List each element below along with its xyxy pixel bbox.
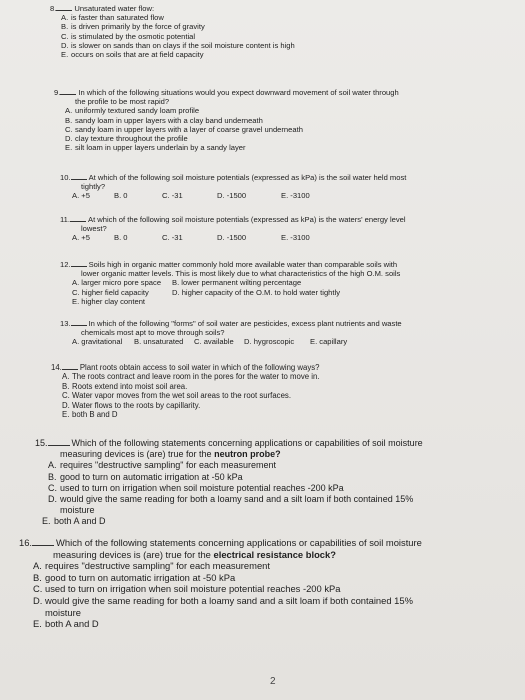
question-stem: At which of the following soil moisture potentials (expressed as kPa) is the waters' energy level <box>88 215 406 224</box>
option-b: B. Roots extend into moist soil area. <box>62 381 188 391</box>
question-stem-cont: chemicals most apt to move through soils? <box>81 328 225 338</box>
question-15 <box>35 436 423 528</box>
option-e: E. higher clay content <box>72 296 146 306</box>
question-10 <box>60 172 406 201</box>
option-c: C. used to turn on irrigation when soil moisture potential reaches -200 kPa <box>33 583 341 595</box>
option-e: E. both A and D <box>33 618 99 630</box>
option-d: D. would give the same reading for both a loamy sand and a silt loam if both contained 15% <box>33 594 413 606</box>
option-c: C. -31 <box>162 191 183 201</box>
option-c: C. is stimulated by the osmotic potential <box>61 31 196 41</box>
question-number: 15. <box>35 438 48 448</box>
option-b: B. good to turn on automatic irrigation at -50 kPa <box>48 471 243 482</box>
device-name: neutron probe? <box>214 449 281 460</box>
question-stem: At which of the following soil moisture potentials (expressed as kPa) is the soil water held most <box>88 173 407 182</box>
question-stem: Which of the following statements concerning applications or capabilities of soil moisture <box>56 537 422 548</box>
question-stem: Unsaturated water flow: <box>74 4 155 13</box>
option-e: E. -3100 <box>281 191 310 201</box>
question-stem-cont: lowest? <box>81 224 107 234</box>
option-c: C. Water vapor moves from the wet soil areas to the root surfaces. <box>62 391 291 401</box>
option-d: D. higher capacity of the O.M. to hold water tightly <box>172 287 340 297</box>
option-e: E. both A and D <box>42 516 106 527</box>
option-d: D. would give the same reading for both a loamy sand and a silt loam if both contained 15% <box>48 494 414 505</box>
option-d: D. Water flows to the roots by capillarity. <box>62 400 201 410</box>
option-d: D. -1500 <box>217 233 247 243</box>
question-number: 9. <box>54 88 61 97</box>
option-e: E. occurs on soils that are at field capacity <box>61 50 204 60</box>
options-row-1 <box>60 278 400 287</box>
question-number: 13. <box>60 319 71 328</box>
question-stem-cont: lower organic matter levels. This is most likely due to what characteristics of the high O.M. soils <box>81 269 401 279</box>
answer-blank[interactable] <box>60 87 76 95</box>
answer-blank[interactable] <box>62 362 78 370</box>
question-stem: In which of the following "forms" of soil water are pesticides, excess plant nutrients and waste <box>88 319 402 328</box>
option-a: A. larger micro pore space <box>72 278 162 288</box>
option-a: A. requires "destructive sampling" for each measurement <box>48 460 276 471</box>
option-d: D. is slower on sands than on clays if the soil moisture content is high <box>61 40 295 50</box>
answer-blank[interactable] <box>71 318 87 326</box>
device-name: electrical resistance block? <box>213 548 336 560</box>
question-stem-cont: the profile to be most rapid? <box>75 97 170 107</box>
question-16 <box>19 536 422 630</box>
question-number: 12. <box>60 260 71 269</box>
option-c: C. -31 <box>162 233 183 243</box>
question-12 <box>60 259 400 306</box>
option-a: A. +5 <box>72 233 90 243</box>
answer-blank[interactable] <box>48 436 70 446</box>
option-b: B. 0 <box>114 233 128 243</box>
option-d-cont: moisture <box>60 505 95 516</box>
option-b: B. lower permanent wilting percentage <box>172 278 302 288</box>
option-e: E. silt loam in upper layers underlain by a sandy layer <box>65 143 246 153</box>
question-14 <box>51 362 320 419</box>
answer-blank[interactable] <box>71 259 87 267</box>
question-13 <box>60 318 402 347</box>
option-d: D. hygroscopic <box>244 337 295 347</box>
page-number: 2 <box>270 676 276 687</box>
question-11 <box>60 214 406 243</box>
option-b: B. sandy loam in upper layers with a clay band underneath <box>65 115 263 125</box>
option-a: A. +5 <box>72 191 90 201</box>
question-stem: Soils high in organic matter commonly hold more available water than comparable soils with <box>88 260 398 269</box>
question-stem: Plant roots obtain access to soil water in which of the following ways? <box>79 363 320 372</box>
options-row <box>60 337 402 346</box>
option-d-cont: moisture <box>45 606 81 618</box>
option-d: D. clay texture throughout the profile <box>65 134 188 144</box>
option-a: A. gravitational <box>72 337 123 347</box>
option-e: E. capillary <box>310 337 348 347</box>
options-row <box>60 233 406 242</box>
option-b: B. unsaturated <box>134 337 184 347</box>
question-stem-cont: measuring devices is (are) true for the electrical resistance block? <box>53 548 336 560</box>
question-number: 16. <box>19 537 33 548</box>
option-c: C. available <box>194 337 234 347</box>
question-stem-cont: tightly? <box>81 182 106 192</box>
question-stem: In which of the following situations would you expect downward movement of soil water through <box>78 88 399 97</box>
question-number: 8. <box>50 4 57 13</box>
question-stem-cont: measuring devices is (are) true for the neutron probe? <box>60 449 281 460</box>
question-8 <box>50 3 295 59</box>
question-9 <box>54 87 399 152</box>
answer-blank[interactable] <box>70 214 86 222</box>
option-d: D. -1500 <box>217 191 247 201</box>
question-stem: Which of the following statements concerning applications or capabilities of soil moisture <box>71 438 423 448</box>
option-c: C. used to turn on irrigation when soil moisture potential reaches -200 kPa <box>48 482 344 493</box>
answer-blank[interactable] <box>71 172 87 180</box>
option-c: C. higher field capacity <box>72 287 149 297</box>
option-e: E. -3100 <box>281 233 310 243</box>
option-a: A. The roots contract and leave room in the pores for the water to move in. <box>62 372 320 382</box>
option-a: A. is faster than saturated flow <box>61 13 164 23</box>
answer-blank[interactable] <box>56 3 72 11</box>
options-row-2 <box>60 288 400 297</box>
option-b: B. good to turn on automatic irrigation at -50 kPa <box>33 571 236 583</box>
question-number: 11. <box>60 215 70 224</box>
option-a: A. requires "destructive sampling" for each measurement <box>33 560 270 572</box>
option-b: B. 0 <box>114 191 128 201</box>
option-b: B. is driven primarily by the force of gravity <box>61 22 205 32</box>
option-e: E. both B and D <box>62 410 118 420</box>
question-number: 10. <box>60 173 71 182</box>
option-c: C. sandy loam in upper layers with a layer of coarse gravel underneath <box>65 124 303 134</box>
options-row <box>60 191 406 200</box>
option-a: A. uniformly textured sandy loam profile <box>65 106 200 116</box>
answer-blank[interactable] <box>32 536 54 546</box>
question-number: 14. <box>51 363 62 372</box>
